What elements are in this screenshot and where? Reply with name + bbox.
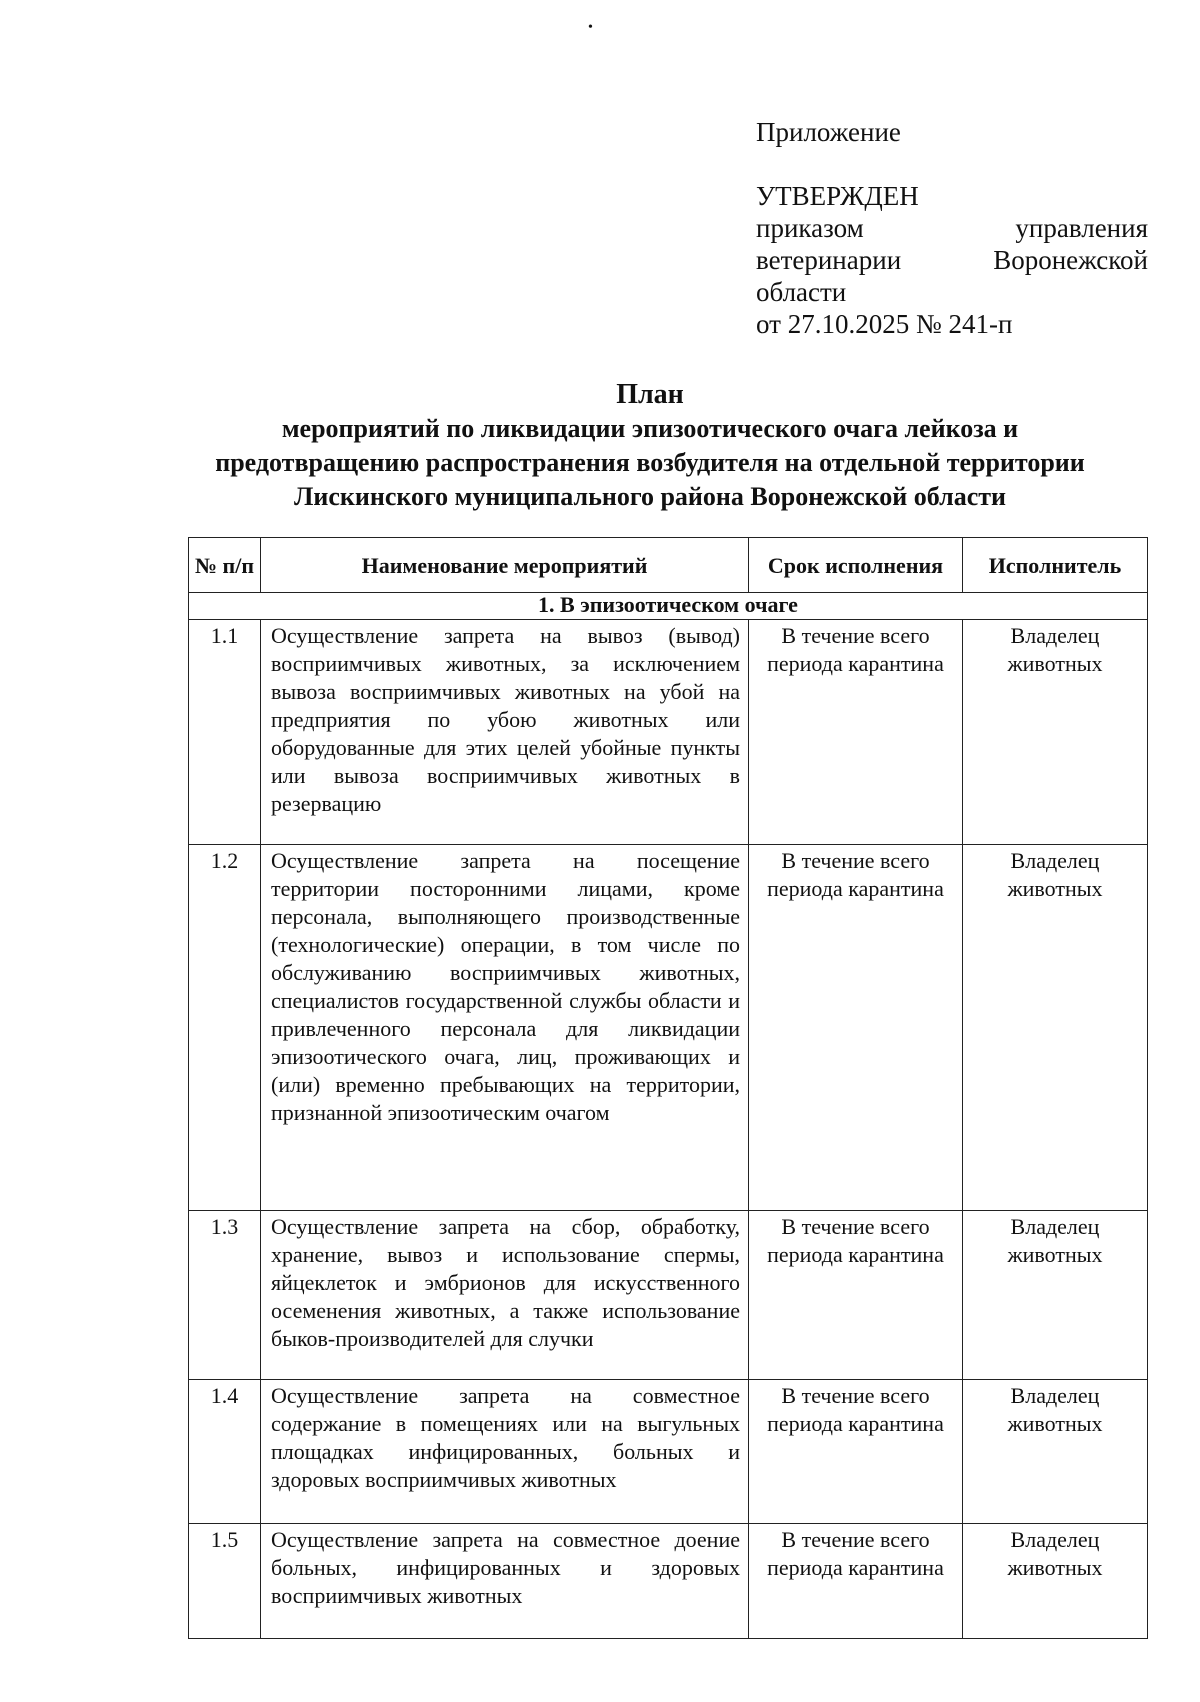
header-num: № п/п [189,538,261,593]
row-term: В течение всего периода карантина [749,620,963,845]
row-term: В течение всего периода карантина [749,1524,963,1639]
approval-line-1: приказом управления [756,213,1148,243]
row-num: 1.2 [189,845,261,1211]
row-exec: Владелец животных [963,1211,1148,1380]
table-row [189,620,1148,845]
section-row [189,593,1148,620]
header-exec: Исполнитель [963,538,1148,593]
approval-line-3: области [756,277,847,307]
appendix-label: Приложение [756,117,901,147]
table-header-row [189,538,1148,593]
approval-order: от 27.10.2025 № 241-п [756,309,1013,339]
title-line-3: Лискинского муниципального района Воронежской области [293,482,1006,511]
row-name: Осуществление запрета на совместное содержание в помещениях или на выгульных площадках инфицированных, больных и здоровых восприимчивых животных [261,1380,749,1524]
table-row [189,845,1148,1211]
row-exec: Владелец животных [963,620,1148,845]
approval-line-2: ветеринарии Воронежской [756,245,1148,275]
row-exec: Владелец животных [963,845,1148,1211]
title-line-1: мероприятий по ликвидации эпизоотического очага лейкоза и [281,414,1019,443]
plan-table [188,537,1148,1639]
table-row [189,1524,1148,1639]
title-main: План [616,379,684,410]
row-num: 1.5 [189,1524,261,1639]
row-name: Осуществление запрета на посещение территории посторонними лицами, кроме персонала, выполняющего производственные (технологические) операции, в том числе по обслуживанию восприимчивых животных, специалистов государственной службы области и привлеченного персонала для ликвидации эпизоотического очага, лиц, проживающих и (или) временно пребывающих на территории, признанной эпизоотическим очагом [261,845,749,1211]
header-term: Срок исполнения [749,538,963,593]
document-title [150,378,1150,514]
row-term: В течение всего периода карантина [749,845,963,1211]
approval-block [756,116,1148,340]
row-term: В течение всего периода карантина [749,1380,963,1524]
approved-label: УТВЕРЖДЕН [756,181,919,211]
row-name: Осуществление запрета на вывоз (вывод) восприимчивых животных, за исключением вывоза восприимчивых животных на убой на предприятия по убою животных или оборудованные для этих целей убойные пункты или вывоза восприимчивых животных в резервацию [261,620,749,845]
title-line-2: предотвращению распространения возбудителя на отдельной территории [215,448,1085,477]
row-num: 1.1 [189,620,261,845]
section-title: 1. В эпизоотическом очаге [189,593,1148,620]
row-name: Осуществление запрета на совместное доение больных, инфицированных и здоровых восприимчивых животных [261,1524,749,1639]
row-num: 1.4 [189,1380,261,1524]
row-term: В течение всего периода карантина [749,1211,963,1380]
row-exec: Владелец животных [963,1380,1148,1524]
row-num: 1.3 [189,1211,261,1380]
row-exec: Владелец животных [963,1524,1148,1639]
header-name: Наименование мероприятий [261,538,749,593]
scan-mark: • [588,20,593,35]
table-row [189,1380,1148,1524]
table-row [189,1211,1148,1380]
row-name: Осуществление запрета на сбор, обработку, хранение, вывоз и использование спермы, яйцеклеток и эмбрионов для искусственного осеменения животных, а также использование быков-производителей для случки [261,1211,749,1380]
